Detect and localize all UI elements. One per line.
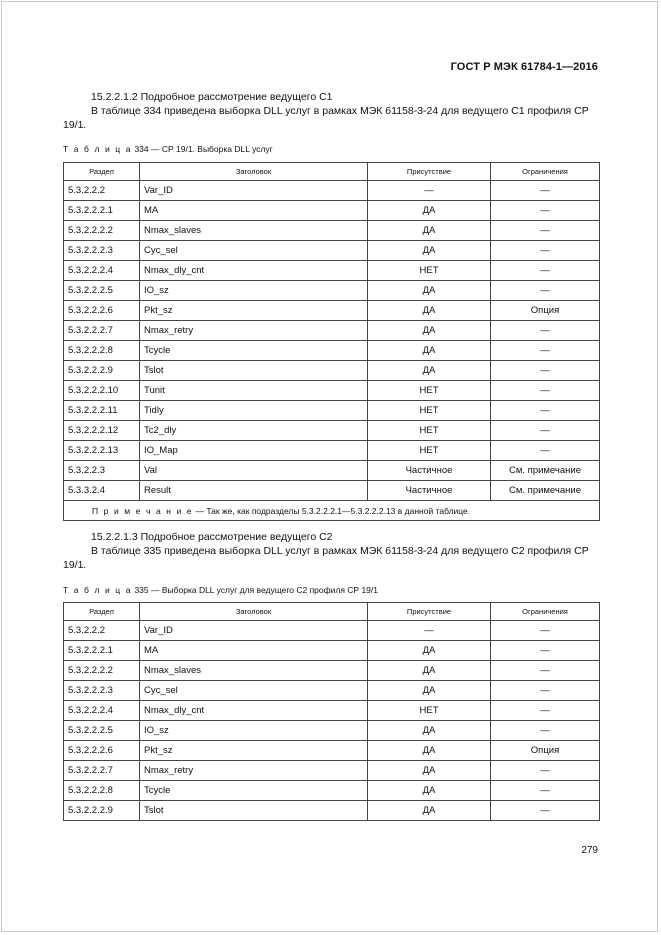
cell-title: Tcycle xyxy=(140,341,368,361)
table-row xyxy=(64,441,600,461)
cell-presence: ДА xyxy=(368,301,491,321)
cell-constraints: — xyxy=(491,781,600,801)
table-row xyxy=(64,201,600,221)
cell-title: Tslot xyxy=(140,361,368,381)
cell-presence: ДА xyxy=(368,801,491,821)
cell-title: Pkt_sz xyxy=(140,741,368,761)
cell-title: IO_sz xyxy=(140,281,368,301)
cell-constraints: См. примечание xyxy=(491,481,600,501)
cell-presence: Частичное xyxy=(368,461,491,481)
cell-constraints: — xyxy=(491,261,600,281)
cell-constraints: — xyxy=(491,361,600,381)
column-header: Раздел xyxy=(64,163,140,181)
table-header-row xyxy=(64,163,600,181)
table-334 xyxy=(63,162,600,521)
cell-section: 5.3.2.2.2.7 xyxy=(64,321,140,341)
cell-constraints: — xyxy=(491,641,600,661)
table-row xyxy=(64,261,600,281)
cell-presence: ДА xyxy=(368,641,491,661)
cell-constraints: Опция xyxy=(491,301,600,321)
column-header: Заголовок xyxy=(140,163,368,181)
cell-presence: ДА xyxy=(368,241,491,261)
table-row xyxy=(64,661,600,681)
document-standard-header: ГОСТ Р МЭК 61784-1—2016 xyxy=(450,61,598,73)
cell-title: MA xyxy=(140,201,368,221)
cell-section: 5.3.2.2.2.1 xyxy=(64,201,140,221)
cell-presence: ДА xyxy=(368,781,491,801)
cell-constraints: — xyxy=(491,221,600,241)
table-row xyxy=(64,461,600,481)
cell-constraints: — xyxy=(491,661,600,681)
cell-presence: НЕТ xyxy=(368,401,491,421)
cell-section: 5.3.2.2.2.2 xyxy=(64,661,140,681)
cell-constraints: Опция xyxy=(491,741,600,761)
cell-title: Tidly xyxy=(140,401,368,421)
cell-constraints: — xyxy=(491,621,600,641)
cell-presence: ДА xyxy=(368,341,491,361)
cell-presence: НЕТ xyxy=(368,381,491,401)
table-row xyxy=(64,621,600,641)
cell-constraints: — xyxy=(491,341,600,361)
cell-constraints: — xyxy=(491,721,600,741)
page-number: 279 xyxy=(581,845,598,856)
note-text: — Так же, как подразделы 5.3.2.2.2.1—5.3.2.2.2.13 в данной таблице. xyxy=(193,505,471,516)
cell-presence: ДА xyxy=(368,201,491,221)
cell-presence: НЕТ xyxy=(368,701,491,721)
cell-presence: ДА xyxy=(368,681,491,701)
cell-title: Var_ID xyxy=(140,181,368,201)
cell-title: Tslot xyxy=(140,801,368,821)
table-row xyxy=(64,241,600,261)
table-caption-text: 335 — Выборка DLL услуг для ведущего С2 профиля СР 19/1 xyxy=(134,585,378,595)
cell-title: Cyc_sel xyxy=(140,241,368,261)
cell-section: 5.3.2.2.2.3 xyxy=(64,241,140,261)
cell-title: Nmax_dly_cnt xyxy=(140,701,368,721)
cell-presence: НЕТ xyxy=(368,421,491,441)
cell-section: 5.3.3.2.4 xyxy=(64,481,140,501)
cell-constraints: — xyxy=(491,181,600,201)
cell-constraints: — xyxy=(491,761,600,781)
table-row xyxy=(64,321,600,341)
cell-section: 5.3.2.2.3 xyxy=(64,461,140,481)
table-row xyxy=(64,781,600,801)
column-header: Раздел xyxy=(64,603,140,621)
cell-section: 5.3.2.2.2.2 xyxy=(64,221,140,241)
cell-presence: ДА xyxy=(368,221,491,241)
cell-presence: ДА xyxy=(368,321,491,341)
table-caption-prefix: Т а б л и ц а xyxy=(63,144,133,154)
cell-section: 5.3.2.2.2.1 xyxy=(64,641,140,661)
cell-constraints: — xyxy=(491,281,600,301)
cell-section: 5.3.2.2.2.5 xyxy=(64,721,140,741)
table-row xyxy=(64,481,600,501)
cell-title: Tcycle xyxy=(140,781,368,801)
column-header: Ограничения xyxy=(491,163,600,181)
cell-title: Val xyxy=(140,461,368,481)
cell-constraints: — xyxy=(491,421,600,441)
table-row xyxy=(64,381,600,401)
table-row xyxy=(64,301,600,321)
cell-section: 5.3.2.2.2.5 xyxy=(64,281,140,301)
cell-presence: ДА xyxy=(368,721,491,741)
cell-section: 5.3.2.2.2.11 xyxy=(64,401,140,421)
cell-section: 5.3.2.2.2 xyxy=(64,181,140,201)
cell-constraints: См. примечание xyxy=(491,461,600,481)
cell-constraints: — xyxy=(491,201,600,221)
cell-title: Pkt_sz xyxy=(140,301,368,321)
cell-section: 5.3.2.2.2.7 xyxy=(64,761,140,781)
cell-constraints: — xyxy=(491,401,600,421)
cell-title: MA xyxy=(140,641,368,661)
cell-presence: ДА xyxy=(368,741,491,761)
table-row xyxy=(64,701,600,721)
table-335 xyxy=(63,602,600,821)
table-caption-prefix: Т а б л и ц а xyxy=(63,585,133,595)
table-row xyxy=(64,361,600,381)
cell-title: IO_sz xyxy=(140,721,368,741)
cell-section: 5.3.2.2.2.9 xyxy=(64,361,140,381)
cell-section: 5.3.2.2.2.10 xyxy=(64,381,140,401)
table-row xyxy=(64,801,600,821)
column-header: Присутствие xyxy=(368,163,491,181)
cell-section: 5.3.2.2.2.12 xyxy=(64,421,140,441)
table-row xyxy=(64,681,600,701)
cell-section: 5.3.2.2.2.4 xyxy=(64,701,140,721)
cell-presence: ДА xyxy=(368,761,491,781)
cell-title: Result xyxy=(140,481,368,501)
cell-section: 5.3.2.2.2.3 xyxy=(64,681,140,701)
cell-presence: — xyxy=(368,181,491,201)
table-header-row xyxy=(64,603,600,621)
cell-title: Nmax_slaves xyxy=(140,661,368,681)
table-caption-text: 334 — СР 19/1. Выборка DLL услуг xyxy=(134,144,273,154)
cell-constraints: — xyxy=(491,701,600,721)
cell-title: Nmax_slaves xyxy=(140,221,368,241)
cell-title: Tunit xyxy=(140,381,368,401)
cell-constraints: — xyxy=(491,801,600,821)
cell-constraints: — xyxy=(491,241,600,261)
table-row xyxy=(64,741,600,761)
cell-title: Nmax_dly_cnt xyxy=(140,261,368,281)
cell-section: 5.3.2.2.2.9 xyxy=(64,801,140,821)
table-note-row xyxy=(64,501,600,521)
cell-constraints: — xyxy=(491,681,600,701)
note-label: П р и м е ч а н и е xyxy=(92,505,194,516)
cell-presence: ДА xyxy=(368,361,491,381)
cell-title: IO_Map xyxy=(140,441,368,461)
cell-presence: Частичное xyxy=(368,481,491,501)
table-335-caption xyxy=(63,585,378,595)
section-body-c2: В таблице 335 приведена выборка DLL услуг в рамках МЭК 61158-3-24 для ведущего С2 профиля СР 19/1. xyxy=(63,545,589,571)
column-header: Присутствие xyxy=(368,603,491,621)
table-row xyxy=(64,721,600,741)
cell-section: 5.3.2.2.2.6 xyxy=(64,301,140,321)
cell-section: 5.3.2.2.2.6 xyxy=(64,741,140,761)
cell-section: 5.3.2.2.2.13 xyxy=(64,441,140,461)
cell-section: 5.3.2.2.2.4 xyxy=(64,261,140,281)
cell-section: 5.3.2.2.2.8 xyxy=(64,341,140,361)
cell-constraints: — xyxy=(491,321,600,341)
table-row xyxy=(64,761,600,781)
table-row xyxy=(64,401,600,421)
table-334-caption xyxy=(63,144,273,154)
cell-section: 5.3.2.2.2 xyxy=(64,621,140,641)
cell-presence: НЕТ xyxy=(368,441,491,461)
cell-title: Cyc_sel xyxy=(140,681,368,701)
table-row xyxy=(64,341,600,361)
section-heading-c2: 15.2.2.1.3 Подробное рассмотрение ведущего С2 xyxy=(91,531,333,543)
section-heading-c1: 15.2.2.1.2 Подробное рассмотрение ведущего С1 xyxy=(91,91,333,103)
cell-title: Tc2_dly xyxy=(140,421,368,441)
table-row xyxy=(64,421,600,441)
cell-title: Nmax_retry xyxy=(140,321,368,341)
cell-constraints: — xyxy=(491,441,600,461)
cell-presence: — xyxy=(368,621,491,641)
table-row xyxy=(64,181,600,201)
column-header: Заголовок xyxy=(140,603,368,621)
table-row xyxy=(64,221,600,241)
table-row xyxy=(64,281,600,301)
cell-presence: НЕТ xyxy=(368,261,491,281)
cell-constraints: — xyxy=(491,381,600,401)
cell-title: Var_ID xyxy=(140,621,368,641)
section-body-c1: В таблице 334 приведена выборка DLL услуг в рамках МЭК 61158-3-24 для ведущего С1 профиля СР 19/1. xyxy=(63,105,589,131)
column-header: Ограничения xyxy=(491,603,600,621)
cell-presence: ДА xyxy=(368,661,491,681)
table-note xyxy=(64,501,600,521)
cell-section: 5.3.2.2.2.8 xyxy=(64,781,140,801)
cell-presence: ДА xyxy=(368,281,491,301)
cell-title: Nmax_retry xyxy=(140,761,368,781)
table-row xyxy=(64,641,600,661)
